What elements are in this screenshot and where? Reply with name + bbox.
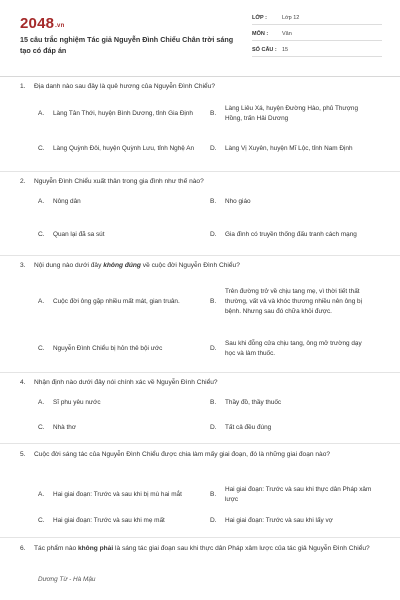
header-divider (0, 76, 400, 77)
question-divider (0, 255, 400, 256)
question-text-part: Nội dung nào dưới đây (34, 262, 104, 269)
option-text: Sĩ phu yêu nước (53, 399, 101, 406)
logo-main: 2048 (20, 15, 55, 32)
option-text: Hai giai đoạn: Trước và sau khi mẹ mất (53, 517, 165, 524)
info-label: LỚP : (252, 15, 267, 21)
question-divider (0, 443, 400, 444)
info-value: Văn (282, 31, 292, 37)
option-letter: D. (210, 517, 217, 524)
option-text: Quan lại đã sa sút (53, 231, 105, 238)
page-title: 15 câu trắc nghiệm Tác giả Nguyễn Đình Chiểu Chân trời sáng tạo có đáp án (20, 35, 234, 55)
option-text: Sau khi đỗng cửa chịu tang, ông mở trường dạy học và làm thuốc. (225, 340, 362, 357)
info-row-class (252, 12, 382, 25)
question-number: 6. (20, 545, 26, 552)
info-row-count (252, 44, 382, 57)
question-6 (20, 544, 386, 554)
option-b[interactable] (210, 277, 373, 327)
logo-suffix: .vn (55, 23, 65, 29)
site-logo[interactable] (20, 15, 64, 32)
option-letter: C. (38, 424, 45, 431)
option-c[interactable] (38, 421, 201, 435)
option-b[interactable] (210, 396, 373, 410)
option-text: Nhà thơ (53, 424, 77, 431)
question-number: 5. (20, 451, 26, 458)
question-text-part: Tác phẩm nào (34, 545, 78, 552)
option-letter: C. (38, 231, 45, 238)
question-number: 1. (20, 83, 26, 90)
info-value: 15 (282, 47, 289, 53)
option-text: Nguyễn Đình Chiểu bị hỏn thê bội ước (53, 345, 163, 352)
info-label: SỐ CÂU : (252, 47, 277, 53)
info-row-subject (252, 28, 382, 41)
question-stem (20, 82, 386, 92)
option-a[interactable] (38, 277, 201, 327)
option-d[interactable] (210, 135, 373, 163)
option-letter: B. (210, 399, 217, 406)
option-letter: A. (38, 198, 45, 205)
option-letter: D. (210, 145, 217, 152)
option-letter: A. (38, 399, 45, 406)
question-stem (20, 544, 386, 554)
option-a[interactable] (38, 100, 201, 128)
question-stem (20, 261, 386, 271)
question-text-emphasis: không đúng (103, 262, 141, 269)
question-4 (20, 378, 386, 431)
question-text: Nguyễn Đình Chiểu xuất thân trong gia đình như thế nào? (34, 178, 204, 185)
option-d[interactable] (210, 335, 373, 363)
option-text: Tất cả đều đúng (225, 424, 272, 431)
option-letter: A. (38, 110, 45, 117)
document-header (0, 0, 400, 76)
question-3 (20, 261, 386, 357)
question-1 (20, 82, 386, 152)
question-stem (20, 450, 386, 460)
option-letter: B. (210, 491, 217, 498)
option-text: Làng Liêu Xá, huyện Đường Hào, phủ Thượng Hồng, trấn Hải Dương (225, 105, 359, 122)
option-d[interactable] (210, 514, 373, 528)
question-text-part: về cuộc đời Nguyễn Đình Chiểu? (140, 262, 240, 269)
question-text-part: là sáng tác giai đoạn sau khi thực dân Pháp xâm lược của tác giả Nguyễn Đình Chiểu? (113, 545, 370, 552)
option-d[interactable] (210, 421, 373, 435)
option-text: Trên đường trở về chịu tang mẹ, vì thời tiết thất thường, vất vả và khóc thương nhiều nên ông bị bệnh. Nhưng sau đó chữa khỏi được. (225, 288, 363, 315)
option-c[interactable] (38, 335, 201, 363)
option-text: Nông dân (53, 198, 81, 205)
question-number: 4. (20, 379, 26, 386)
option-a[interactable] (38, 481, 201, 509)
option-letter: A. (38, 491, 45, 498)
option-text: Gia đình có truyền thống đấu tranh cách mạng (225, 231, 357, 238)
option-c[interactable] (38, 135, 201, 163)
option-b[interactable] (210, 100, 373, 128)
option-letter: C. (38, 517, 45, 524)
option-letter: B. (210, 298, 217, 305)
option-b[interactable] (210, 195, 373, 209)
option-letter: C. (38, 145, 45, 152)
option-letter: D. (210, 345, 217, 352)
option-letter: B. (210, 110, 217, 117)
option-a[interactable] (38, 195, 201, 209)
question-text: Cuộc đời sáng tác của Nguyễn Đình Chiểu được chia làm mấy giai đoạn, đó là những giai đoạn nào? (34, 451, 331, 458)
question-2 (20, 177, 386, 238)
option-partial[interactable]: Dương Từ - Hà Mậu (38, 576, 96, 583)
option-text: Hai giai đoạn: Trước và sau khi bị mù hai mắt (53, 491, 182, 498)
option-text: Làng Vị Xuyên, huyện Mĩ Lộc, tỉnh Nam Định (225, 145, 353, 152)
option-text: Nho giáo (225, 198, 251, 205)
option-text: Làng Tân Thới, huyện Bình Dương, tỉnh Gia Định (53, 110, 193, 117)
question-divider (0, 537, 400, 538)
option-letter: A. (38, 298, 45, 305)
option-text: Hai giai đoạn: Trước và sau khi lấy vợ (225, 517, 333, 524)
option-text: Cuộc đời ông gặp nhiều mất mát, gian truân. (53, 298, 180, 305)
question-text: Nhận định nào dưới đây nói chính xác về Nguyễn Đình Chiểu? (34, 379, 218, 386)
question-divider (0, 171, 400, 172)
question-stem (20, 177, 386, 187)
option-c[interactable] (38, 514, 201, 528)
question-number: 3. (20, 262, 26, 269)
question-text (34, 261, 386, 271)
option-letter: B. (210, 198, 217, 205)
question-stem (20, 378, 386, 388)
question-number: 2. (20, 178, 26, 185)
option-text: Hai giai đoạn: Trước và sau khi thực dân Pháp xâm lược (225, 486, 372, 503)
question-text-emphasis: không phải (77, 545, 114, 552)
info-value: Lớp 12 (282, 15, 300, 21)
question-text (34, 544, 386, 554)
info-label: MÔN : (252, 31, 269, 37)
option-b[interactable] (210, 481, 373, 509)
option-d[interactable] (210, 221, 373, 249)
question-5 (20, 450, 386, 524)
option-c[interactable] (38, 221, 201, 249)
info-panel (252, 12, 382, 60)
option-text: Thầy đồ, thầy thuốc (225, 399, 282, 406)
option-a[interactable] (38, 396, 201, 410)
question-text: Địa danh nào sau đây là quê hương của Nguyễn Đình Chiểu? (34, 83, 216, 90)
option-letter: D. (210, 424, 217, 431)
option-letter: C. (38, 345, 45, 352)
option-text: Làng Quỳnh Đôi, huyện Quỳnh Lưu, tỉnh Nghệ An (53, 145, 195, 152)
option-letter: D. (210, 231, 217, 238)
question-divider (0, 372, 400, 373)
